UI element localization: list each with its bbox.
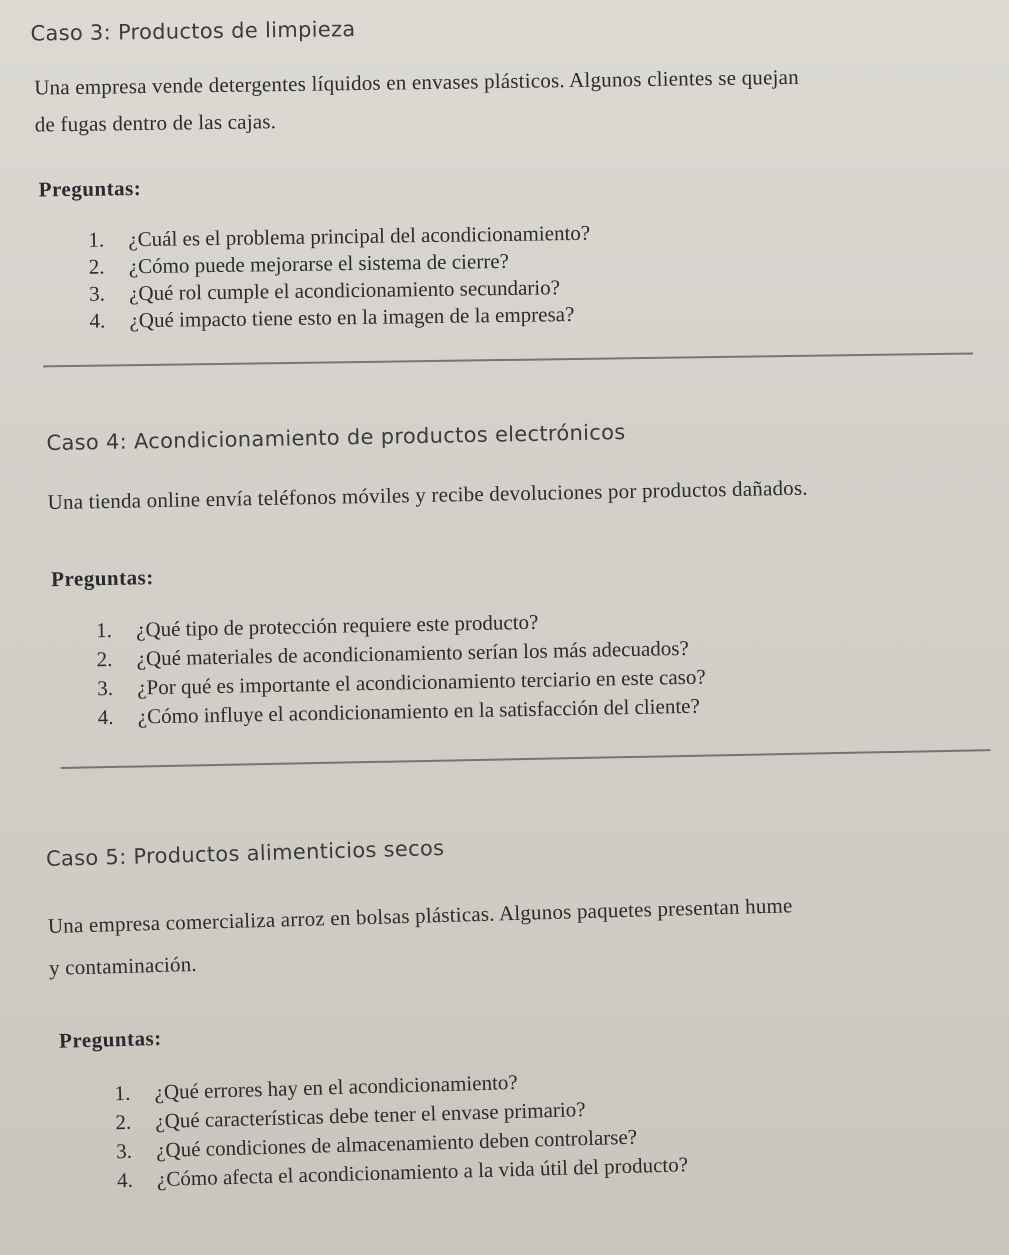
- question-number: 4.: [89, 308, 106, 333]
- question-text: ¿Cómo influye el acondicionamiento en la satisfacción del cliente?: [137, 693, 701, 729]
- question-text: ¿Cómo puede mejorarse el sistema de cierre?: [128, 248, 510, 279]
- section-divider: [43, 352, 973, 367]
- question-text: ¿Por qué es importante el acondicionamiento terciario en este caso?: [136, 664, 706, 700]
- question-text: ¿Qué características debe tener el envase primario?: [155, 1097, 586, 1134]
- case-4-description: [47, 470, 808, 522]
- case-3-description-line: Una empresa vende detergentes líquidos en envases plásticos. Algunos clientes se quejan: [34, 64, 799, 100]
- question-text: ¿Qué tipo de protección requiere este producto?: [135, 609, 539, 642]
- case-5-title: Caso 5: Productos alimenticios secos: [45, 835, 445, 872]
- case-3-questions-heading: Preguntas:: [38, 176, 142, 202]
- question-number: 2.: [96, 646, 113, 672]
- question-text: ¿Cuál es el problema principal del acondicionamiento?: [128, 220, 591, 252]
- question-text: ¿Qué rol cumple el acondicionamiento secundario?: [128, 275, 561, 306]
- question-number: 4.: [97, 704, 114, 730]
- question-number: 1.: [88, 227, 105, 252]
- case-5-questions-heading: Preguntas:: [58, 1025, 162, 1053]
- case-4-description-line: Una tienda online envía teléfonos móviles y recibe devoluciones por productos dañados.: [47, 475, 808, 515]
- case-4-title: Caso 4: Acondicionamiento de productos electrónicos: [46, 420, 626, 456]
- case-5-description-line: y contaminación.: [48, 951, 198, 981]
- section-divider: [61, 749, 991, 769]
- case-3-description: [34, 59, 800, 144]
- question-number: 2.: [88, 254, 105, 279]
- question-text: ¿Qué materiales de acondicionamiento serían los más adecuados?: [136, 635, 689, 671]
- question-text: ¿Qué condiciones de almacenamiento deben controlarse?: [155, 1124, 638, 1163]
- case-5-description: [47, 884, 794, 989]
- question-number: 4.: [116, 1167, 134, 1193]
- question-number: 1.: [95, 617, 113, 643]
- case-4-question-list: [96, 605, 707, 733]
- question-number: 3.: [88, 281, 106, 306]
- case-3-question-list: [88, 220, 591, 335]
- question-text: ¿Qué errores hay en el acondicionamiento?: [154, 1069, 518, 1105]
- case-5-question-list: [114, 1063, 688, 1195]
- case-4-questions-heading: Preguntas:: [50, 565, 154, 592]
- question-number: 3.: [115, 1138, 133, 1164]
- question-text: ¿Qué impacto tiene esto en la imagen de la empresa?: [129, 302, 575, 333]
- case-5-description-line: Una empresa comercializa arroz en bolsas plásticas. Algunos paquetes presentan hume: [47, 893, 793, 939]
- list-item: [89, 301, 591, 335]
- question-number: 2.: [115, 1109, 132, 1135]
- question-number: 3.: [97, 675, 114, 701]
- question-text: ¿Cómo afecta el acondicionamiento a la vida útil del producto?: [156, 1152, 689, 1192]
- question-number: 1.: [114, 1080, 131, 1106]
- case-3-description-line: de fugas dentro de las cajas.: [34, 109, 277, 137]
- case-3-title: Caso 3: Productos de limpieza: [30, 17, 356, 46]
